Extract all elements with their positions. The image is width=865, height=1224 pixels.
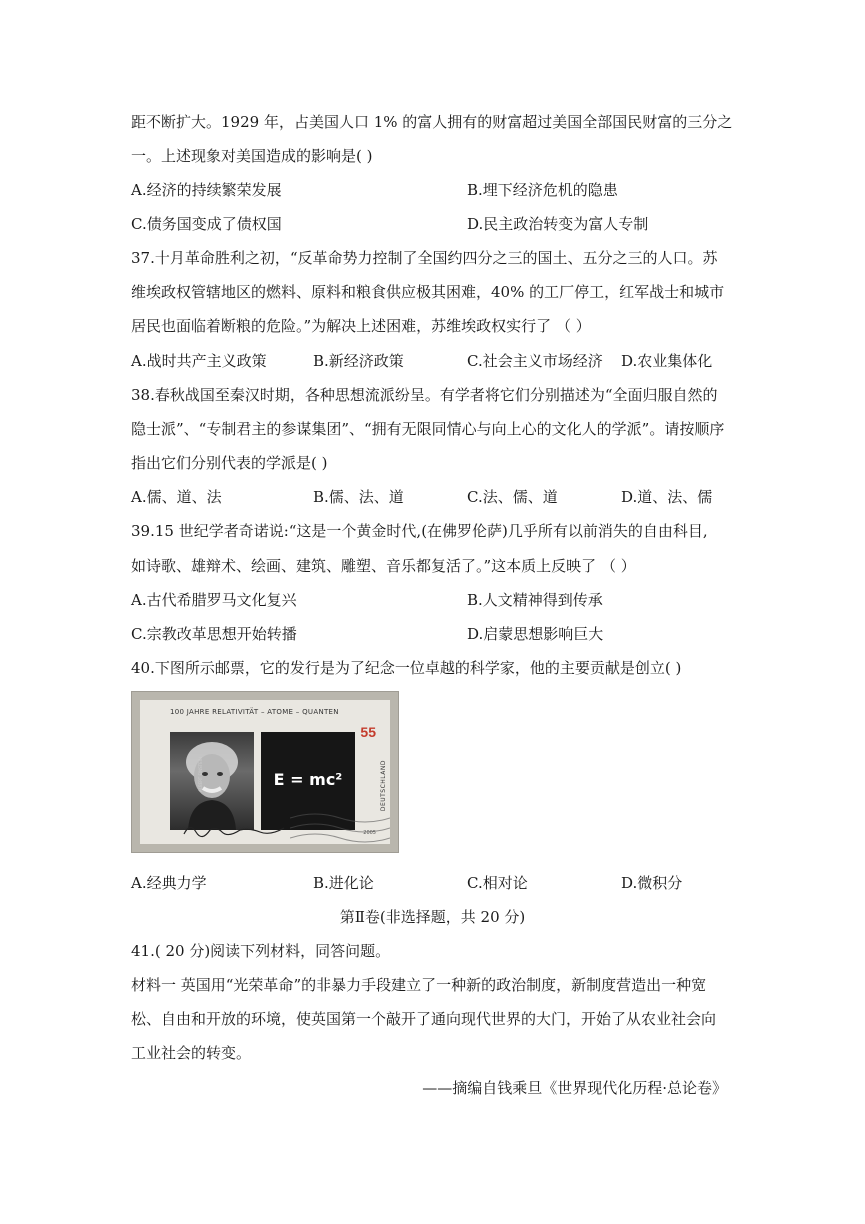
q38-stem-line2: 隐士派”、“专制君主的参谋集团”、“拥有无限同情心与向上心的文化人的学派”。请按顺序	[131, 420, 725, 438]
q41-material1-line2: 松、自由和开放的环境，使英国第一个敲开了通向现代世界的大门，开始了从农业社会向	[131, 1010, 717, 1028]
q37-stem-line2: 维埃政权管辖地区的燃料、原料和粮食供应极其困难，40% 的工厂停工，红军战士和城市	[131, 283, 725, 301]
q37-option-a[interactable]: A.战时共产主义政策	[131, 352, 267, 370]
q39-option-c[interactable]: C.宗教改革思想开始转播	[131, 625, 297, 643]
q37-option-d[interactable]: D.农业集体化	[621, 352, 713, 370]
q41-material1-line1: 材料一 英国用“光荣革命”的非暴力手段建立了一种新的政治制度，新制度营造出一种宽	[131, 976, 707, 994]
q38-stem-line3: 指出它们分别代表的学派是( )	[131, 454, 328, 472]
q41-stem: 41.( 20 分)阅读下列材料，同答问题。	[131, 942, 391, 960]
section-2-title: 第Ⅱ卷(非选择题，共 20 分)	[339, 908, 526, 926]
q40-option-a[interactable]: A.经典力学	[131, 874, 207, 892]
q38-stem-line1: 38.春秋战国至秦汉时期，各种思想流派纷呈。有学者将它们分别描述为“全面归服自然的	[131, 386, 718, 404]
einstein-portrait	[170, 732, 254, 830]
q36-option-c[interactable]: C.债务国变成了债权国	[131, 215, 282, 233]
q36-stem-line1: 距不断扩大。1929 年，占美国人口 1% 的富人拥有的财富超过美国全部国民财富的三分之	[131, 113, 733, 131]
q39-stem-line1: 39.15 世纪学者奇诺说:“这是一个黄金时代,(在佛罗伦萨)几乎所有以前消失的自由科目,	[131, 522, 708, 540]
q37-stem-line3: 居民也面临着断粮的危险。”为解决上述困难，苏维埃政权实行了 （ ）	[131, 317, 591, 335]
portrait-drawing	[170, 732, 254, 830]
q39-stem-line2: 如诗歌、雄辩术、绘画、建筑、雕塑、音乐都复活了。”这本质上反映了 （ ）	[131, 557, 636, 575]
q40-option-d[interactable]: D.微积分	[621, 874, 683, 892]
einstein-stamp-image	[131, 691, 399, 853]
q41-material1-line3: 工业社会的转变。	[131, 1044, 252, 1062]
q38-option-c[interactable]: C.法、儒、道	[467, 488, 558, 506]
q36-stem-line2: 一。上述现象对美国造成的影响是( )	[131, 147, 373, 165]
q37-option-c[interactable]: C.社会主义市场经济	[467, 352, 603, 370]
q39-option-b[interactable]: B.人文精神得到传承	[467, 591, 603, 609]
stamp-country: DEUTSCHLAND	[380, 760, 387, 812]
q38-option-a[interactable]: A.儒、道、法	[131, 488, 222, 506]
stamp-formula: E = mc²	[273, 770, 343, 789]
q39-option-a[interactable]: A.古代希腊罗马文化复兴	[131, 591, 297, 609]
q36-option-b[interactable]: B.埋下经济危机的隐患	[467, 181, 618, 199]
q37-option-b[interactable]: B.新经济政策	[313, 352, 404, 370]
q36-option-d[interactable]: D.民主政治转变为富人专制	[467, 215, 649, 233]
q38-option-b[interactable]: B.儒、法、道	[313, 488, 404, 506]
q39-option-d[interactable]: D.启蒙思想影响巨大	[467, 625, 604, 643]
stamp-portrait-name: ALBERT EINSTEIN	[198, 757, 203, 792]
q40-option-b[interactable]: B.进化论	[313, 874, 374, 892]
stamp-year: 2005	[363, 830, 376, 836]
signature-mark	[180, 818, 290, 840]
stamp-top-text: 100 JAHRE RELATIVITÄT – ATOME – QUANTEN	[170, 708, 339, 716]
q38-option-d[interactable]: D.道、法、儒	[621, 488, 713, 506]
q37-stem-line1: 37.十月革命胜利之初，“反革命势力控制了全国约四分之三的国土、五分之三的人口。苏	[131, 249, 718, 267]
q40-stem-line1: 40.下图所示邮票，它的发行是为了纪念一位卓越的科学家，他的主要贡献是创立( )	[131, 659, 682, 677]
stamp-value: 55	[360, 724, 376, 740]
postmark-lines	[290, 798, 390, 858]
q41-source: ——摘编自钱乘旦《世界现代化历程·总论卷》	[422, 1079, 727, 1097]
q36-option-a[interactable]: A.经济的持续繁荣发展	[131, 181, 282, 199]
q40-option-c[interactable]: C.相对论	[467, 874, 528, 892]
stamp-face	[140, 700, 390, 844]
